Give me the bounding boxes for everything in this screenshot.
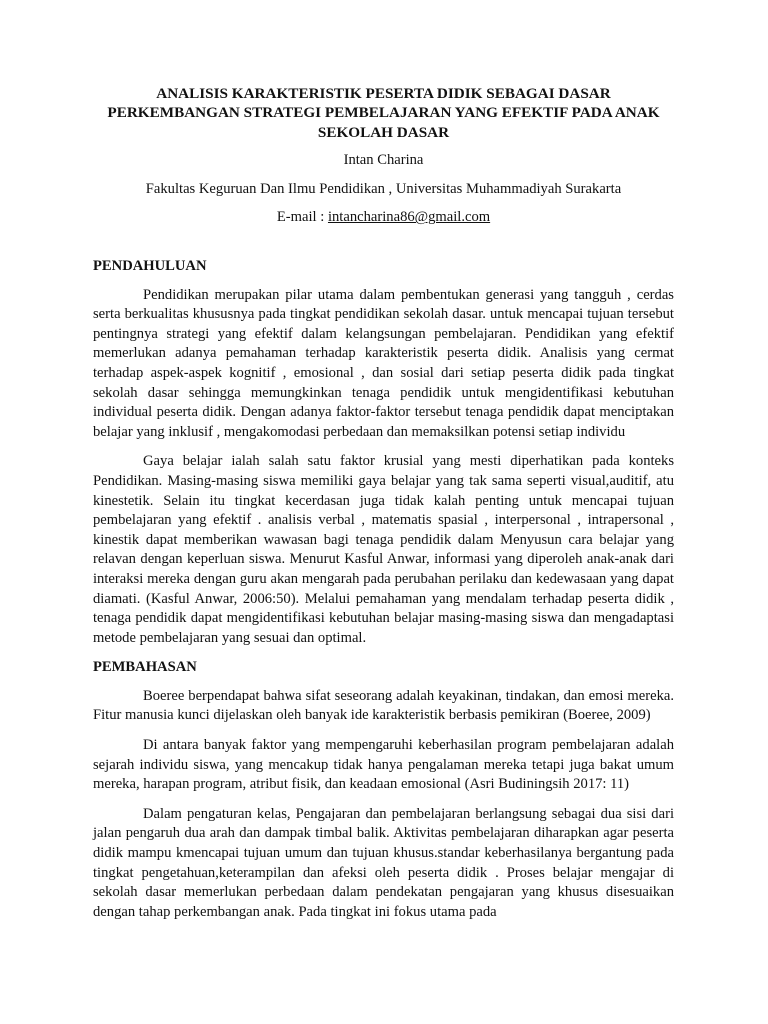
email-link[interactable]: intancharina86@gmail.com — [327, 209, 491, 226]
email-label: E-mail : — [276, 209, 328, 226]
body-paragraph: Gaya belajar ialah salah satu faktor krusial yang mesti diperhatikan pada konteks Pendidikan. Masing-masing siswa memiliki gaya belajar yang tak sama seperti visual,auditif, atu kinestetik. Selain itu tingkat kecerdasan juga tidak kalah penting untuk mencapai tujuan pembelajaran yang efektif . analisis verbal , matematis spasial , interpersonal , intrapersonal , kinestik dapat memberikan wawasan bagi tenaga pendidik dalam Menyusun cara belajar yang relavan dengan keperluan siswa. Menurut Kasful Anwar, informasi yang diperoleh anak-anak dari interaksi mereka dengan guru akan mengarah pada perubahan perilaku dan kedewasaan yang dapat diamati. (Kasful Anwar, 2006:50). Melalui pemahaman yang mendalam terhadap peserta didik , tenaga pendidik dapat mengidentifikasi kebutuhan belajar masing-masing siswa dan mengadaptasi metode pembelajaran yang sesuai dan optimal. — [93, 453, 674, 646]
body-paragraph: Pendidikan merupakan pilar utama dalam pembentukan generasi yang tangguh , cerdas serta berkualitas khususnya pada tingkat pendidikan sekolah dasar. untuk mencapai tujuan tersebut pentingnya strategi yang efektif dalam kelangsungan pembelajaran. Pendidikan yang efektif memerlukan adanya pemahaman terhadap karakteristik peserta didik. Analisis yang cermat terhadap aspek-aspek kognitif , emosional , dan sosial dari setiap peserta didik pada tingkat sekolah dasar sehingga memungkinkan tenaga pendidik untuk mengidentifikasi kebutuhan individual peserta didik. Dengan adanya faktor-faktor tersebut tenaga pendidik dapat menciptakan belajar yang inklusif , mengakomodasi perbedaan dan memaksilkan potensi setiap individu — [93, 286, 674, 440]
author-name: Intan Charina — [343, 152, 424, 169]
section-heading-pendahuluan: PENDAHULUAN — [93, 258, 207, 274]
body-paragraph: Boeree berpendapat bahwa sifat seseorang adalah keyakinan, tindakan, dan emosi mereka. Fitur manusia kunci dijelaskan oleh banyak ide karakteristik berbasis pemikiran (Boeree, 2009) — [93, 687, 674, 724]
body-paragraph: Di antara banyak faktor yang mempengaruhi keberhasilan program pembelajaran adalah sejarah individu siswa, yang mencakup tidak hanya pengalaman mereka tetapi juga bakat umum mereka, harapan program, atribut fisik, dan keadaan emosional (Asri Budiningsih 2017: 11) — [93, 737, 674, 793]
body-paragraph: Dalam pengaturan kelas, Pengajaran dan pembelajaran berlangsung sebagai dua sisi dari jalan pengaruh dua arah dan dampak timbal balik. Aktivitas pembelajaran diharapkan agar peserta didik mampu kmencapai tujuan umum dan tujuan khusus.standar keberhasilanya bergantung pada tingkat pengetahuan,keterampilan dan afeksi oleh peserta didik . Proses belajar mengajar di sekolah dasar memerlukan perbedaan dalam pendekatan pengajaran yang khusus disesuaikan dengan tahap perkembangan anak. Pada tingkat ini fokus utama pada — [93, 805, 674, 920]
author-affiliation: Fakultas Keguruan Dan Ilmu Pendidikan , Universitas Muhammadiyah Surakarta — [145, 180, 622, 197]
section-heading-pembahasan: PEMBAHASAN — [93, 659, 197, 676]
author-email-line — [93, 208, 674, 228]
paper-title: ANALISIS KARAKTERISTIK PESERTA DIDIK SEBAGAI DASAR PERKEMBANGAN STRATEGI PEMBELAJARAN YANG EFEKTIF PADA ANAK SEKOLAH DASAR — [107, 85, 660, 141]
